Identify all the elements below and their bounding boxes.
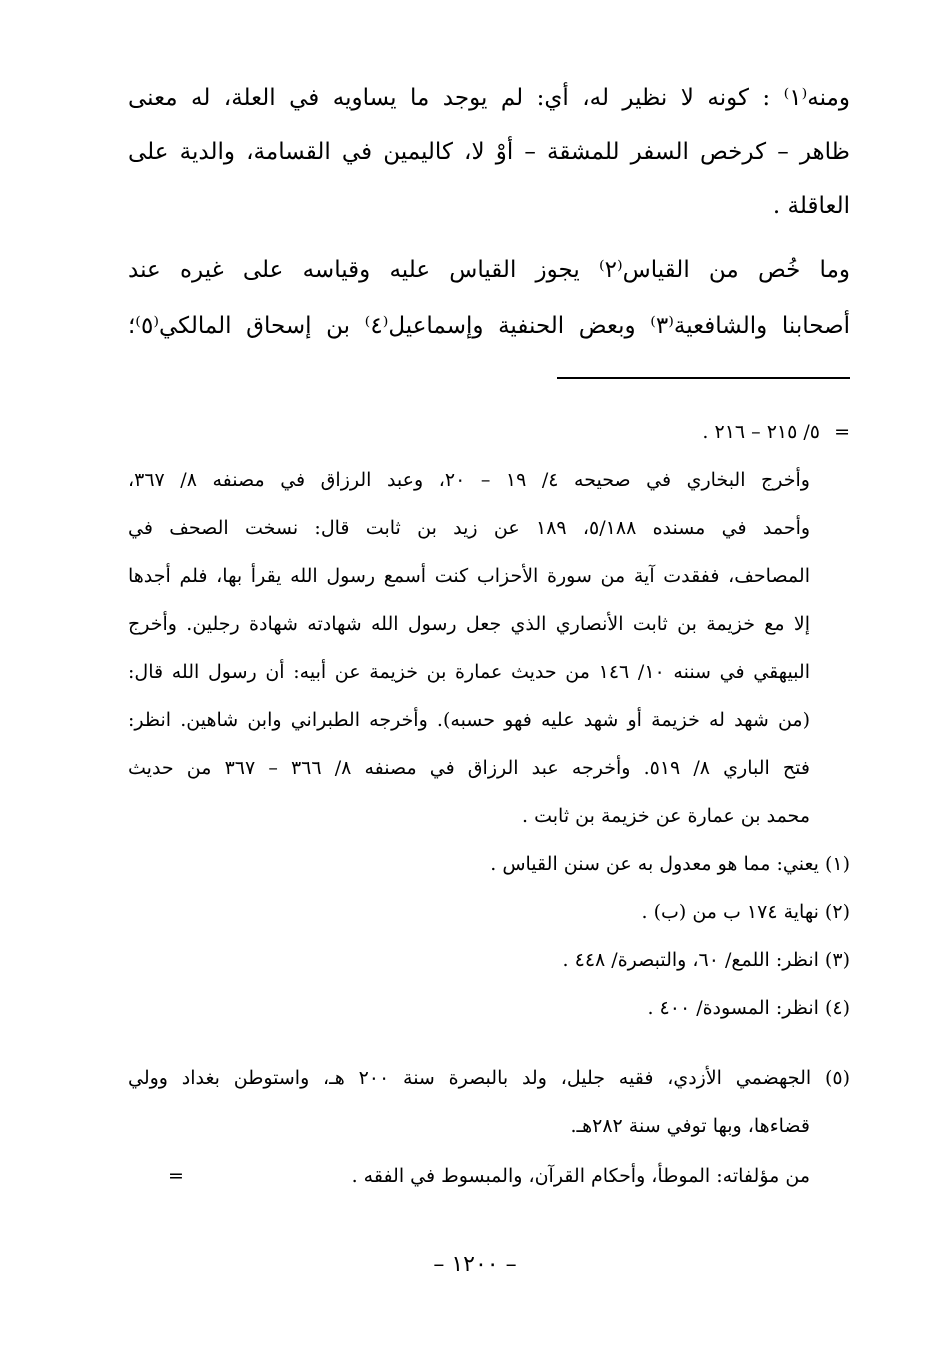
footnote-continued-line: المصاحف، ففقدت آية من سورة الأحزاب كنت أسمع رسول الله يقرأ بها، فلم أجدها [128,565,810,587]
footnote-continued-line: إلا مع خزيمة بن ثابت الأنصاري الذي جعل رسول الله شهادته شهادة رجلين. وأخرج [128,613,810,635]
footnote-continued-line: وأحمد في مسنده ٥/١٨٨، ١٨٩ عن زيد بن ثابت قال: نسخت الصحف في [128,517,811,539]
footnote-continued-line: فتح الباري ٨/ ٥١٩. وأخرجه عبد الرزاق في مصنفه ٨/ ٣٦٦ – ٣٦٧ من حديث [128,757,810,779]
footnote-continued-line: ٥/ ٢١٥ – ٢١٦ . [702,421,820,443]
continuation-marker: = [834,421,850,443]
footnote-continued-line: وأخرج البخاري في صحيحه ٤/ ١٩ – ٢٠، وعبد الرزاق في مصنفه ٨/ ٣٦٧، [128,469,810,491]
continuation-marker-end: = [168,1165,184,1187]
footnote-3: (٣) انظر: اللمع/ ٦٠، والتبصرة/ ٤٤٨ . [562,949,850,971]
footnote-continued-line: (من شهد له خزيمة أو شهد عليه فهو حسبه). وأخرجه الطبراني وابن شاهين. انظر: [128,709,810,731]
body-line: ومنه⁽١⁾ : كونه لا نظير له، أي: لم يوجد ما يساويه في العلة، له معنى [128,85,850,111]
footnote-continued-line: البيهقي في سننه ١٠/ ١٤٦ من حديث عمارة بن خزيمة عن أبيه: أن رسول الله قال: [128,661,810,683]
footnote-continued-line: محمد بن عمارة عن خزيمة بن ثابت . [522,805,810,827]
footnote-4: (٤) انظر: المسودة/ ٤٠٠ . [647,997,850,1019]
body-line: العاقلة . [772,193,850,219]
footnote-2: (٢) نهاية ١٧٤ ب من (ب) . [641,901,850,923]
body-line: ظاهر – كرخص السفر للمشقة – أوْ لا، كاليمين في القسامة، والدية على [128,139,850,165]
footnote-5: (٥) الجهضمي الأزدي، فقيه جليل، ولد بالبصرة سنة ٢٠٠ هـ، واستوطن بغداد وولي [128,1067,850,1089]
body-line: أصحابنا والشافعية⁽٣⁾ وبعض الحنفية وإسماعيل⁽٤⁾ بن إسحاق المالكي⁽٥⁾؛ [128,313,850,339]
body-line: وما خُص من القياس⁽٢⁾ يجوز القياس عليه وقياسه على غيره عند [128,257,850,283]
page-number: – ١٢٠٠ – [433,1252,517,1277]
footnote-5-continued: من مؤلفاته: الموطأ، وأحكام القرآن، والمبسوط في الفقه . [351,1165,810,1187]
footnote-separator [557,377,850,379]
footnote-1: (١) يعني: مما هو معدول به عن سنن القياس . [490,853,850,875]
footnote-5-continued: قضاءها، وبها توفي سنة ٢٨٢هـ. [570,1115,810,1137]
